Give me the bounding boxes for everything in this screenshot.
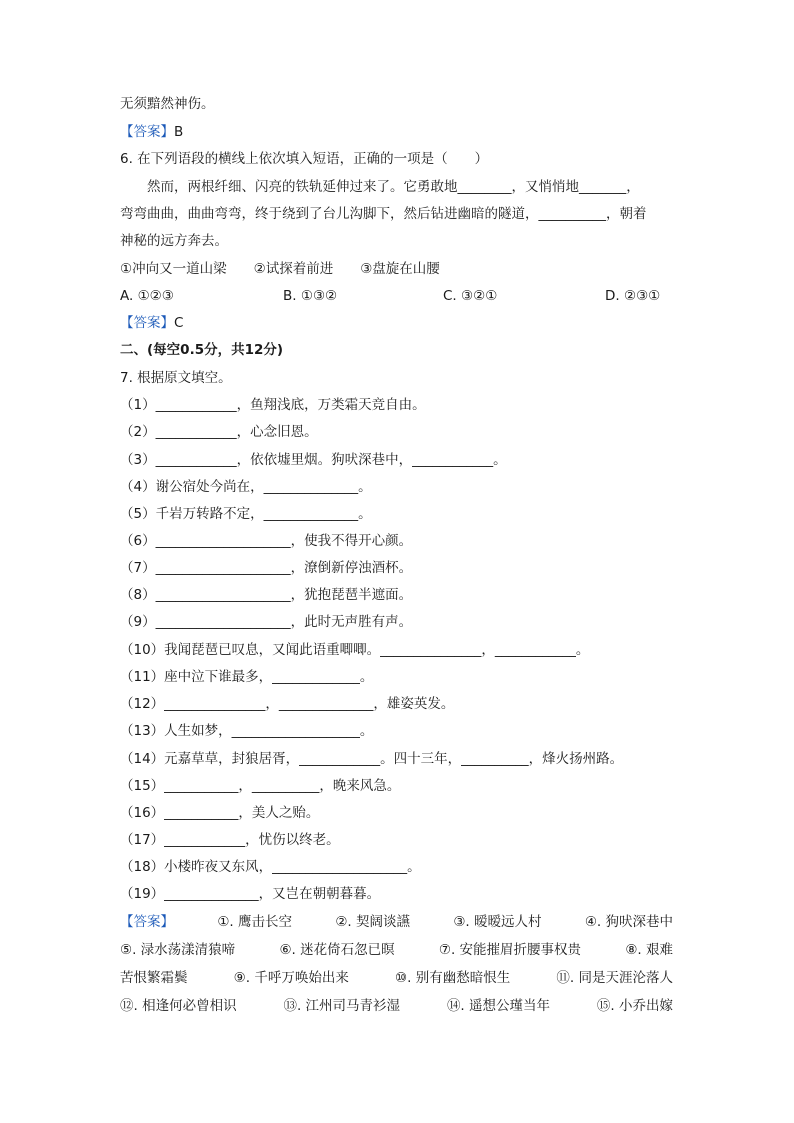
answer-value: B [174,124,184,140]
answer-tag: 【答案】 [120,914,174,930]
answer-tag: 【答案】 [120,315,174,331]
fill-blank-item: （8）____________________，犹抱琵琶半遮面。 [120,587,413,603]
fill-blank-item: （14）元嘉草草，封狼居胥，____________。四十三年，__________，烽火扬州路。 [120,751,624,767]
answer-entry: ⑬. 江州司马青衫湿 [283,998,401,1014]
answer-entry: ⑫. 相逢何必曾相识 [120,998,237,1014]
fill-blank-item: （6）____________________，使我不得开心颜。 [120,533,413,549]
answer-entry: ④. 狗吠深巷中 [584,914,673,930]
question-6-paragraph-line: 神秘的远方奔去。 [120,233,228,249]
answer-entry: ⑪. 同是天涯沦落人 [556,970,673,986]
option-d: D. ②③① [605,288,661,304]
fill-blank-item: （18）小楼昨夜又东风，____________________。 [120,859,421,875]
fill-blank-item: （4）谢公宿处今尚在，______________。 [120,479,372,495]
answer-7-row [120,913,673,931]
question-6-paragraph-line: 然而，两根纤细、闪亮的铁轨延伸过来了。它勇敢地________，又悄悄地_______， [147,179,640,195]
fill-blank-item: （9）____________________，此时无声胜有声。 [120,614,413,630]
answer-entry: ①. 鹰击长空 [217,914,292,930]
answer-7-row [120,941,673,959]
answer-entry: ⑧. 艰难 [625,942,673,958]
fill-blank-item: （10）我闻琵琶已叹息，又闻此语重唧唧。_______________，____________。 [120,642,590,658]
answer-7-row [120,969,673,987]
fill-blank-item: （5）千岩万转路不定，______________。 [120,506,372,522]
answer-entry: ②. 契阔谈讌 [335,914,410,930]
fill-blank-item: （1）____________，鱼翔浅底，万类霜天竞自由。 [120,397,426,413]
fill-blank-item: （12）_______________，______________，雄姿英发。 [120,696,455,712]
answer-6 [120,314,183,332]
answer-5 [120,123,183,141]
answer-entry: ⑥. 迷花倚石忽已暝 [279,942,395,958]
fill-blank-item: （19）______________，又岂在朝朝暮暮。 [120,886,381,902]
answer-entry: ⑩. 别有幽愁暗恨生 [395,970,511,986]
answer-7-row [120,997,673,1015]
question-6-items: ①冲向又一道山梁 ②试探着前进 ③盘旋在山腰 [120,261,440,277]
answer-tag: 【答案】 [120,124,174,140]
fill-blank-item: （17）____________，忧伤以终老。 [120,832,340,848]
answer-value: C [174,315,184,331]
option-a: A. ①②③ [120,288,174,304]
fill-blank-item: （16）___________，美人之贻。 [120,805,320,821]
question-6-stem: 6. 在下列语段的横线上依次填入短语，正确的一项是（ ） [120,151,489,167]
fill-blank-item: （2）____________，心念旧恩。 [120,424,318,440]
question-7-stem: 7. 根据原文填空。 [120,370,232,386]
question-6-paragraph-line: 弯弯曲曲，曲曲弯弯，终于绕到了台儿沟脚下，然后钻进幽暗的隧道，__________，朝着 [120,206,647,222]
option-c: C. ③②① [443,288,498,304]
fill-blank-item: （3）____________，依依墟里烟。狗吠深巷中，____________。 [120,452,507,468]
continuation-line: 无须黯然神伤。 [120,96,215,112]
fill-blank-item: （7）____________________，潦倒新停浊酒杯。 [120,560,413,576]
fill-blank-item: （11）座中泣下谁最多，_____________。 [120,669,374,685]
answer-entry: ⑨. 千呼万唤始出来 [233,970,349,986]
section-heading: 二、(每空0.5分，共12分) [120,342,284,358]
answer-entry: ③. 暧暧远人村 [453,914,542,930]
fill-blank-item: （13）人生如梦，___________________。 [120,723,374,739]
answer-entry: 苦恨繁霜鬓 [120,970,188,986]
answer-entry: ⑭. 遥想公瑾当年 [446,998,551,1014]
answer-entry: ⑮. 小乔出嫁 [596,998,673,1014]
fill-blank-item: （15）___________，__________，晚来风急。 [120,778,401,794]
option-b: B. ①③② [283,288,338,304]
answer-entry: ⑤. 渌水荡漾清猿啼 [120,942,236,958]
answer-entry: ⑦. 安能摧眉折腰事权贵 [438,942,582,958]
